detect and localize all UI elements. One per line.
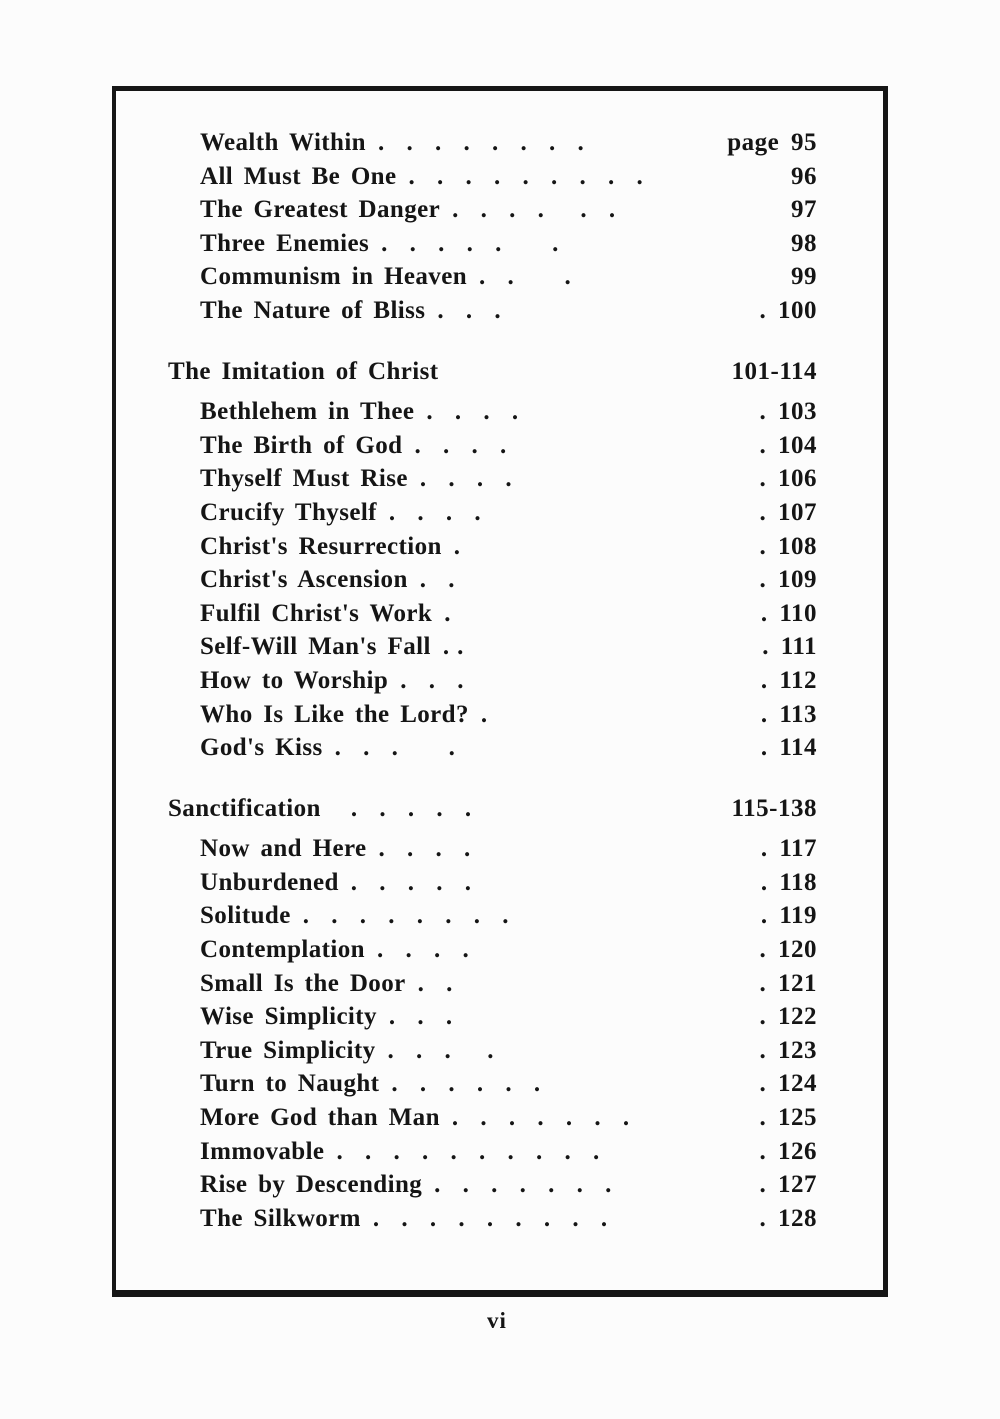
toc-entry xyxy=(168,1202,817,1236)
toc-entry xyxy=(168,1135,817,1169)
leader-dots: .. xyxy=(442,633,472,661)
toc-entry-title: True Simplicity xyxy=(200,1036,376,1064)
leader-dots: . . . . . . . . . xyxy=(372,1204,616,1232)
toc-entry xyxy=(168,1000,817,1034)
toc-entry xyxy=(168,731,817,765)
leader-dots: . . . . xyxy=(387,1036,502,1064)
toc-entry-page: 99 xyxy=(791,263,817,291)
toc-entry-page: . 107 xyxy=(759,498,817,526)
toc-entry-page: . 106 xyxy=(759,465,817,493)
toc-entry-title: More God than Man xyxy=(200,1104,440,1132)
toc-entry-title: Christ's Ascension xyxy=(200,566,408,594)
toc-entry xyxy=(168,193,817,227)
leader-dots: . . . . xyxy=(378,835,479,863)
leader-dots: . . . . . . xyxy=(452,196,624,224)
toc-entry-title: Self-Will Man's Fall xyxy=(200,633,431,661)
toc-entry-title: Who Is Like the Lord? xyxy=(200,700,469,728)
toc-entry xyxy=(168,1168,817,1202)
leader-dots: . . . . . . . xyxy=(451,1104,638,1132)
toc-entry xyxy=(168,227,817,261)
leader-dots: . . . xyxy=(388,1003,461,1031)
leader-dots: . . . . . . xyxy=(381,229,567,257)
toc-entry xyxy=(168,664,817,698)
toc-entry xyxy=(168,832,817,866)
toc-entry-title: Bethlehem in Thee xyxy=(200,398,415,426)
toc-entry xyxy=(168,530,817,564)
toc-entry-page: . 110 xyxy=(760,599,817,627)
toc-entry-page: . 122 xyxy=(759,1003,817,1031)
leader-dots: . xyxy=(480,700,496,728)
toc-entry-page: . 117 xyxy=(760,835,817,863)
toc-entry xyxy=(168,967,817,1001)
toc-entry-page: . 126 xyxy=(759,1137,817,1165)
toc-entry-title: The Silkworm xyxy=(200,1204,361,1232)
toc-entry-title: Christ's Resurrection xyxy=(200,532,442,560)
toc-entry xyxy=(168,698,817,732)
toc-entry-page: . 124 xyxy=(759,1070,817,1098)
toc-entry-page: . 128 xyxy=(759,1204,817,1232)
toc-entry-page: . 104 xyxy=(759,431,817,459)
leader-dots: . . . . . . . . xyxy=(377,129,592,156)
toc-entry xyxy=(168,866,817,900)
leader-dots: . . xyxy=(419,566,463,594)
toc-entry xyxy=(168,630,817,664)
toc-entry xyxy=(168,1101,817,1135)
toc-entry-page: . 125 xyxy=(759,1104,817,1132)
toc-entry-title: Contemplation xyxy=(200,936,365,964)
toc-entry-title: Unburdened xyxy=(200,868,339,896)
toc-entry xyxy=(168,496,817,530)
toc-entry-title: Small Is the Door xyxy=(200,969,406,997)
toc-section-range: 101-114 xyxy=(731,357,817,385)
toc-entry-page: 97 xyxy=(791,196,817,224)
toc-entry-page: . 114 xyxy=(760,734,817,762)
toc-entry-page: . 109 xyxy=(759,566,817,594)
leader-dots: . xyxy=(444,599,459,627)
toc-entry-page: . 111 xyxy=(762,633,817,661)
toc-entry xyxy=(168,1034,817,1068)
toc-entry xyxy=(168,899,817,933)
toc-entry-page: . 121 xyxy=(759,969,817,997)
toc-entry-page: . 113 xyxy=(760,700,817,728)
leader-dots: . . . . xyxy=(426,398,527,426)
toc-entry xyxy=(168,160,817,194)
toc-entry-title: Crucify Thyself xyxy=(200,498,377,526)
toc-entry-page: 98 xyxy=(791,229,817,257)
leader-dots: . . . . . . . . . xyxy=(408,162,651,190)
toc-entry xyxy=(168,933,817,967)
toc-section-title: Sanctification xyxy=(168,794,321,822)
toc-entry-title: Rise by Descending xyxy=(200,1171,423,1199)
toc-entry-page: . 119 xyxy=(760,902,817,930)
toc-entry xyxy=(168,429,817,463)
toc-entry-title: Fulfil Christ's Work xyxy=(200,599,433,627)
toc-entry-title: Now and Here xyxy=(200,835,367,863)
toc-entry-title: How to Worship xyxy=(200,666,389,694)
toc-section-title: The Imitation of Christ xyxy=(168,357,439,385)
toc-entry-page: 96 xyxy=(791,162,817,190)
toc-entry-page: . 123 xyxy=(759,1036,817,1064)
toc xyxy=(116,91,883,1290)
toc-entry-title: All Must Be One xyxy=(200,162,397,190)
toc-section-heading xyxy=(168,355,817,389)
toc-entry-title: Wise Simplicity xyxy=(200,1003,377,1031)
toc-entry xyxy=(168,597,817,631)
leader-dots: . . . . xyxy=(334,734,463,762)
leader-dots: . . . . xyxy=(388,498,489,526)
toc-entry xyxy=(168,462,817,496)
leader-dots: . . . xyxy=(479,263,579,291)
leader-dots: . . xyxy=(417,969,461,997)
toc-entry-title: God's Kiss xyxy=(200,734,323,762)
toc-entry-title: Turn to Naught xyxy=(200,1070,380,1098)
toc-entry xyxy=(168,294,817,328)
toc-entry xyxy=(168,1067,817,1101)
toc-entry-page: . 118 xyxy=(760,868,817,896)
toc-entry-title: The Birth of God xyxy=(200,431,403,459)
toc-entry-page: . 112 xyxy=(760,666,817,694)
leader-dots: . . . . . xyxy=(350,868,480,896)
leader-dots: . . . . . . . . xyxy=(302,902,517,930)
toc-section-range: 115-138 xyxy=(731,794,817,822)
toc-entry-title: Solitude xyxy=(200,902,291,930)
leader-dots: . . . . xyxy=(414,431,515,459)
toc-entry-page: . 120 xyxy=(759,936,817,964)
toc-section-heading xyxy=(168,792,817,826)
toc-entry-title: Communism in Heaven xyxy=(200,263,468,291)
page-folio: vi xyxy=(487,1308,507,1333)
toc-entry-title: The Greatest Danger xyxy=(200,196,441,224)
toc-entry-title: Thyself Must Rise xyxy=(200,465,408,493)
toc-entry xyxy=(168,395,817,429)
toc-entry xyxy=(168,126,817,160)
toc-entry-title: Wealth Within xyxy=(200,129,366,156)
leader-dots: . . . xyxy=(437,296,509,324)
leader-dots: . . . . xyxy=(376,936,477,964)
toc-entry-page: . 100 xyxy=(759,296,817,324)
toc-entry-page: page 95 xyxy=(727,129,817,156)
toc-entry-page: . 127 xyxy=(759,1171,817,1199)
toc-entry-title: Immovable xyxy=(200,1137,325,1165)
toc-entry-page: . 108 xyxy=(759,532,817,560)
toc-entry xyxy=(168,260,817,294)
leader-dots: . . . . . xyxy=(350,794,480,822)
leader-dots: . . . . xyxy=(419,465,520,493)
toc-entry xyxy=(168,563,817,597)
leader-dots: . . . . . . . . . . xyxy=(336,1137,608,1165)
leader-dots: . xyxy=(453,532,469,560)
page-rule-frame xyxy=(112,86,888,1297)
leader-dots: . . . . . . xyxy=(391,1070,549,1098)
leader-dots: . . . . . . . xyxy=(434,1171,620,1199)
toc-entry-page: . 103 xyxy=(759,398,817,426)
toc-entry-title: Three Enemies xyxy=(200,229,370,257)
toc-entry-title: The Nature of Bliss xyxy=(200,296,426,324)
leader-dots: . . . xyxy=(400,666,472,694)
